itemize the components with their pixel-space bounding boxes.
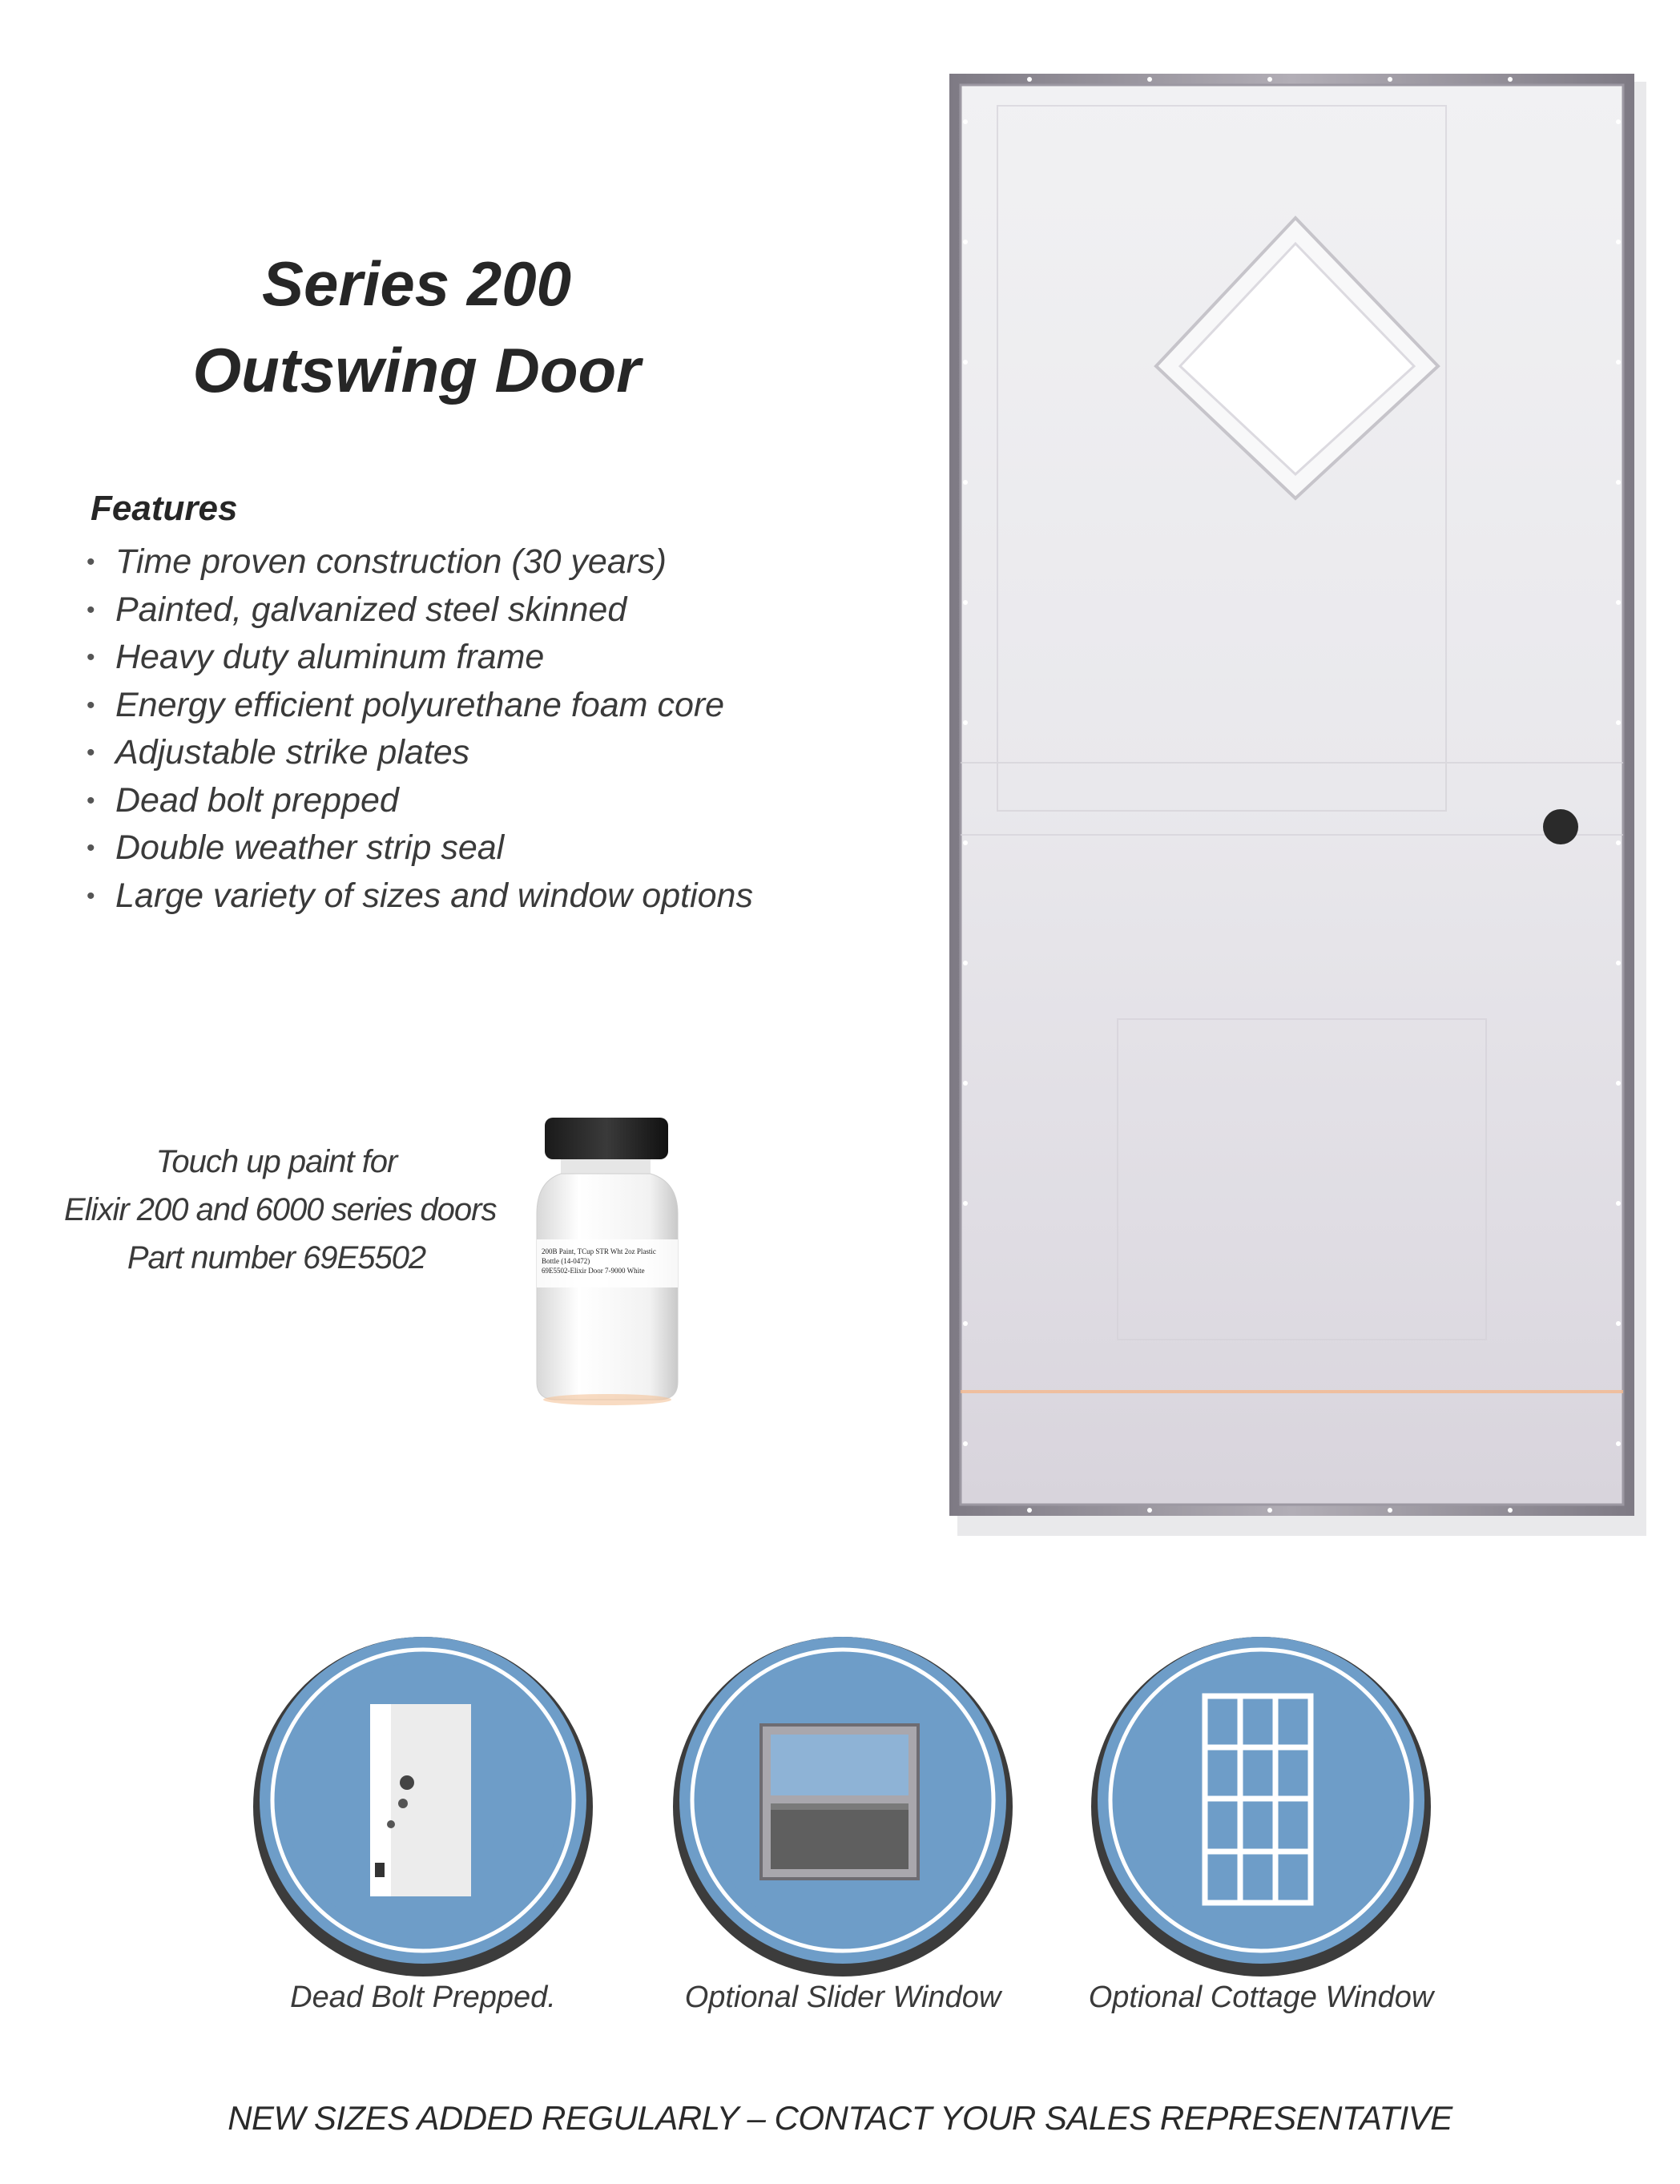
bottle-label-line-2: Bottle (14-0472) (542, 1257, 590, 1265)
door-knob (1543, 809, 1578, 844)
touch-up-line-1: Touch up paint for (155, 1144, 397, 1179)
feature-item: • Large variety of sizes and window options (87, 872, 753, 921)
bottle-label-line-3: 69E5502-Elixir Door 7-9000 White (542, 1267, 645, 1275)
feature-item: • Painted, galvanized steel skinned (87, 586, 753, 635)
bottle-label-line-1: 200B Paint, TCup STR Wht 2oz Plastic (542, 1247, 656, 1255)
deadbolt-caption: Dead Bolt Prepped. (290, 1981, 556, 2014)
features-list (87, 538, 753, 920)
touch-up-line-2: Elixir 200 and 6000 series doors (64, 1192, 497, 1227)
deadbolt-icon (247, 1630, 599, 1983)
touch-up-line-3: Part number 69E5502 (127, 1240, 426, 1275)
slider-window-caption: Optional Slider Window (684, 1981, 1001, 2014)
feature-item: • Double weather strip seal (87, 824, 753, 872)
feature-item: • Time proven construction (30 years) (87, 538, 753, 586)
features-heading: Features (91, 489, 238, 528)
cottage-window-caption: Optional Cottage Window (1088, 1981, 1434, 2014)
feature-item: • Adjustable strike plates (87, 729, 753, 777)
touch-up-caption (64, 1138, 497, 1282)
title-line-1: Series 200 (261, 248, 571, 319)
feature-item: • Dead bolt prepped (87, 777, 753, 825)
cottage-window-icon (1085, 1630, 1437, 1983)
feature-item: • Energy efficient polyurethane foam core (87, 682, 753, 730)
slider-window-icon (667, 1630, 1019, 1983)
feature-item: • Heavy duty aluminum frame (87, 634, 753, 682)
door-image (949, 74, 1654, 1540)
paint-bottle-image (529, 1118, 689, 1406)
product-title (96, 240, 737, 413)
footer-note: NEW SIZES ADDED REGULARLY – CONTACT YOUR SALES REPRESENTATIVE (228, 2099, 1452, 2137)
title-line-2: Outswing Door (192, 335, 641, 405)
